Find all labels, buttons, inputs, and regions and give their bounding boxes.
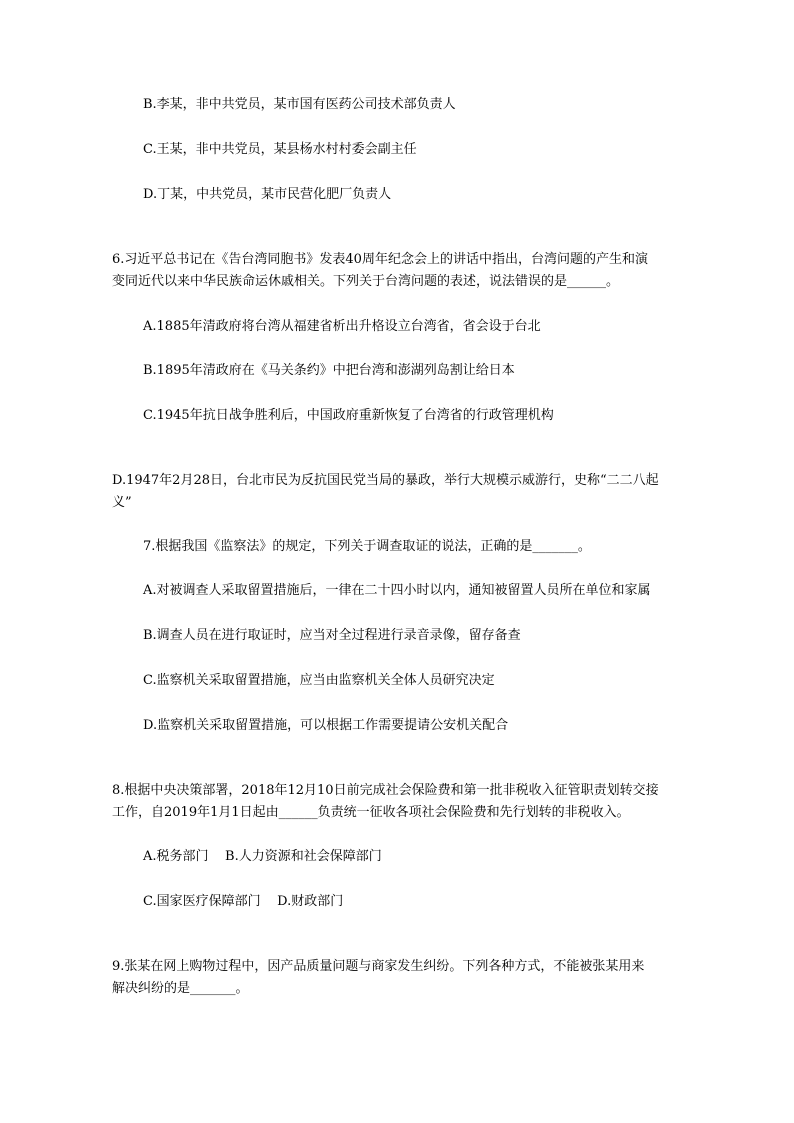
q6-option-a: A.1885年清政府将台湾从福建省析出升格设立台湾省，省会设于台北 <box>143 319 541 334</box>
q5-option-b: B.李某，非中共党员，某市国有医药公司技术部负责人 <box>143 97 456 112</box>
q7-option-d: D.监察机关采取留置措施，可以根据工作需要提请公安机关配合 <box>143 718 509 733</box>
q7-stem: 7.根据我国《监察法》的规定，下列关于调查取证的说法，正确的是_______。 <box>143 539 591 554</box>
q6-stem-line2: 变同近代以来中华民族命运休戚相关。下列关于台湾问题的表述，说法错误的是______。 <box>112 274 620 289</box>
q7-option-a: A.对被调查人采取留置措施后，一律在二十四小时以内，通知被留置人员所在单位和家属 <box>143 583 651 598</box>
q6-option-c: C.1945年抗日战争胜利后，中国政府重新恢复了台湾省的行政管理机构 <box>143 408 554 423</box>
q8-stem-line2: 工作，自2019年1月1日起由______负责统一征收各项社会保险费和先行划转的非税收入。 <box>112 805 630 820</box>
q6-stem-line1: 6.习近平总书记在《告台湾同胞书》发表40周年纪念会上的讲话中指出，台湾问题的产生和演 <box>112 252 648 267</box>
q6-option-d-line2: 义” <box>112 495 132 510</box>
q7-option-b: B.调查人员在进行取证时，应当对全过程进行录音录像，留存备查 <box>143 628 521 643</box>
q5-option-d: D.丁某，中共党员，某市民营化肥厂负责人 <box>143 187 392 202</box>
q9-stem-line1: 9.张某在网上购物过程中，因产品质量问题与商家发生纠纷。下列各种方式，不能被张某用来 <box>112 959 645 974</box>
q7-option-c: C.监察机关采取留置措施，应当由监察机关全体人员研究决定 <box>143 673 495 688</box>
q5-option-c: C.王某，非中共党员，某县杨水村村委会副主任 <box>143 142 417 157</box>
q8-options-line2: C.国家医疗保障部门 D.财政部门 <box>143 894 344 909</box>
q8-stem-line1: 8.根据中央决策部署，2018年12月10日前完成社会保险费和第一批非税收入征管职责划转交接 <box>112 783 659 798</box>
q9-stem-line2: 解决纠纷的是_______。 <box>112 981 249 996</box>
q6-option-d-line1: D.1947年2月28日，台北市民为反抗国民党当局的暴政，举行大规模示威游行，史称“二二八起 <box>112 473 659 488</box>
q8-options-line1: A.税务部门 B.人力资源和社会保障部门 <box>143 849 382 864</box>
q6-option-b: B.1895年清政府在《马关条约》中把台湾和澎湖列岛割让给日本 <box>143 363 515 378</box>
